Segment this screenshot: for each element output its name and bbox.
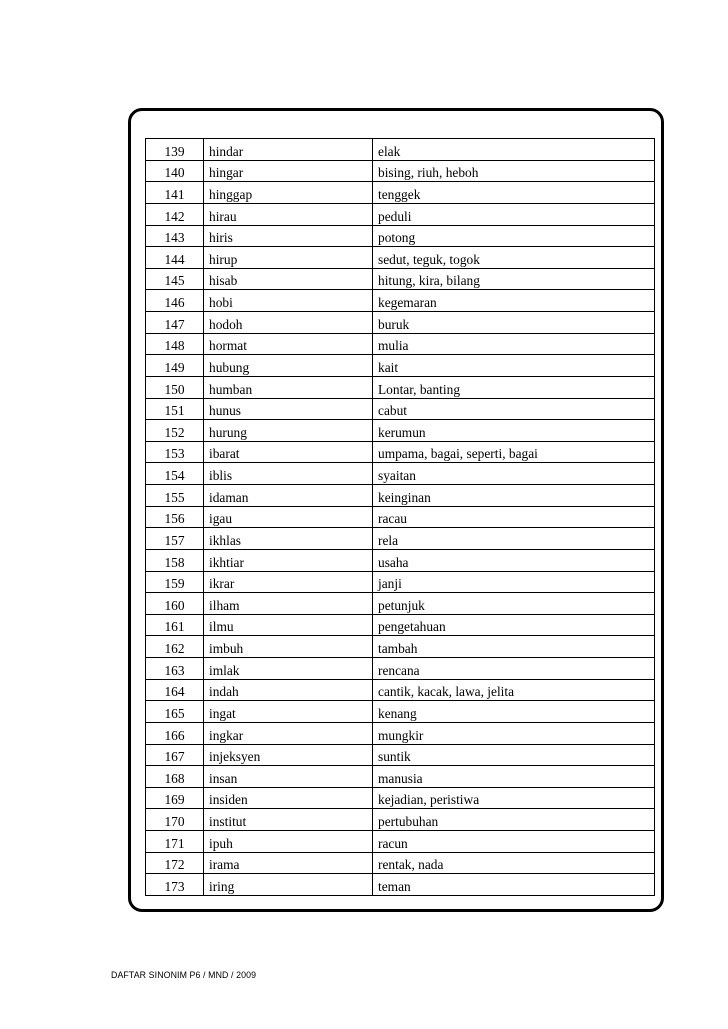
table-row bbox=[146, 333, 655, 355]
entry-synonym: manusia bbox=[373, 766, 655, 788]
entry-synonym: Lontar, banting bbox=[373, 376, 655, 398]
entry-number: 167 bbox=[146, 744, 204, 766]
table-row bbox=[146, 182, 655, 204]
entry-number: 155 bbox=[146, 485, 204, 507]
entry-number: 166 bbox=[146, 722, 204, 744]
entry-number: 148 bbox=[146, 333, 204, 355]
entry-number: 140 bbox=[146, 160, 204, 182]
table-row bbox=[146, 203, 655, 225]
entry-word: hunus bbox=[204, 398, 373, 420]
entry-synonym: tenggek bbox=[373, 182, 655, 204]
table-row bbox=[146, 398, 655, 420]
entry-number: 156 bbox=[146, 506, 204, 528]
entry-word: hodoh bbox=[204, 312, 373, 334]
entry-synonym: rencana bbox=[373, 658, 655, 680]
entry-number: 165 bbox=[146, 701, 204, 723]
entry-word: iblis bbox=[204, 463, 373, 485]
entry-synonym: syaitan bbox=[373, 463, 655, 485]
table-row bbox=[146, 809, 655, 831]
table-row bbox=[146, 290, 655, 312]
entry-number: 141 bbox=[146, 182, 204, 204]
entry-synonym: sedut, teguk, togok bbox=[373, 247, 655, 269]
entry-number: 150 bbox=[146, 376, 204, 398]
entry-synonym: pengetahuan bbox=[373, 614, 655, 636]
entry-word: ikhlas bbox=[204, 528, 373, 550]
table-row bbox=[146, 593, 655, 615]
entry-word: insan bbox=[204, 766, 373, 788]
table-row bbox=[146, 312, 655, 334]
entry-word: hindar bbox=[204, 139, 373, 161]
entry-word: ingkar bbox=[204, 722, 373, 744]
entry-number: 142 bbox=[146, 203, 204, 225]
entry-word: ilmu bbox=[204, 614, 373, 636]
entry-number: 153 bbox=[146, 441, 204, 463]
entry-number: 173 bbox=[146, 874, 204, 896]
entry-synonym: kerumun bbox=[373, 420, 655, 442]
entry-synonym: rela bbox=[373, 528, 655, 550]
entry-word: hingar bbox=[204, 160, 373, 182]
synonym-table bbox=[145, 138, 655, 896]
entry-synonym: racau bbox=[373, 506, 655, 528]
table-row bbox=[146, 658, 655, 680]
table-row bbox=[146, 441, 655, 463]
table-row bbox=[146, 852, 655, 874]
entry-synonym: cabut bbox=[373, 398, 655, 420]
table-row bbox=[146, 139, 655, 161]
entry-synonym: suntik bbox=[373, 744, 655, 766]
entry-number: 168 bbox=[146, 766, 204, 788]
entry-synonym: usaha bbox=[373, 549, 655, 571]
entry-synonym: kegemaran bbox=[373, 290, 655, 312]
entry-synonym: pertubuhan bbox=[373, 809, 655, 831]
entry-word: ikhtiar bbox=[204, 549, 373, 571]
entry-synonym: mungkir bbox=[373, 722, 655, 744]
entry-word: hobi bbox=[204, 290, 373, 312]
entry-synonym: keinginan bbox=[373, 485, 655, 507]
table-row bbox=[146, 355, 655, 377]
entry-number: 163 bbox=[146, 658, 204, 680]
table-row bbox=[146, 463, 655, 485]
page-footer: DAFTAR SINONIM P6 / MND / 2009 bbox=[111, 970, 257, 980]
entry-word: ilham bbox=[204, 593, 373, 615]
entry-number: 146 bbox=[146, 290, 204, 312]
entry-number: 159 bbox=[146, 571, 204, 593]
entry-synonym: elak bbox=[373, 139, 655, 161]
entry-synonym: umpama, bagai, seperti, bagai bbox=[373, 441, 655, 463]
entry-word: ikrar bbox=[204, 571, 373, 593]
entry-word: ibarat bbox=[204, 441, 373, 463]
table-row bbox=[146, 247, 655, 269]
table-row bbox=[146, 766, 655, 788]
entry-synonym: rentak, nada bbox=[373, 852, 655, 874]
entry-number: 157 bbox=[146, 528, 204, 550]
synonym-table-body bbox=[146, 139, 655, 896]
entry-synonym: kejadian, peristiwa bbox=[373, 787, 655, 809]
entry-synonym: mulia bbox=[373, 333, 655, 355]
entry-word: hormat bbox=[204, 333, 373, 355]
entry-word: ingat bbox=[204, 701, 373, 723]
entry-number: 161 bbox=[146, 614, 204, 636]
entry-word: irama bbox=[204, 852, 373, 874]
entry-word: hiris bbox=[204, 225, 373, 247]
entry-synonym: racun bbox=[373, 831, 655, 853]
entry-synonym: buruk bbox=[373, 312, 655, 334]
entry-synonym: kait bbox=[373, 355, 655, 377]
entry-number: 152 bbox=[146, 420, 204, 442]
entry-word: imbuh bbox=[204, 636, 373, 658]
entry-synonym: janji bbox=[373, 571, 655, 593]
entry-number: 149 bbox=[146, 355, 204, 377]
entry-number: 169 bbox=[146, 787, 204, 809]
table-row bbox=[146, 831, 655, 853]
entry-word: idaman bbox=[204, 485, 373, 507]
entry-word: iring bbox=[204, 874, 373, 896]
table-row bbox=[146, 376, 655, 398]
entry-word: hirup bbox=[204, 247, 373, 269]
entry-synonym: petunjuk bbox=[373, 593, 655, 615]
table-row bbox=[146, 268, 655, 290]
table-row bbox=[146, 679, 655, 701]
table-row bbox=[146, 722, 655, 744]
entry-word: insiden bbox=[204, 787, 373, 809]
table-row bbox=[146, 485, 655, 507]
entry-word: ipuh bbox=[204, 831, 373, 853]
table-row bbox=[146, 506, 655, 528]
entry-number: 145 bbox=[146, 268, 204, 290]
entry-synonym: hitung, kira, bilang bbox=[373, 268, 655, 290]
entry-number: 143 bbox=[146, 225, 204, 247]
table-row bbox=[146, 528, 655, 550]
entry-word: hurung bbox=[204, 420, 373, 442]
table-row bbox=[146, 420, 655, 442]
table-row bbox=[146, 160, 655, 182]
table-row bbox=[146, 701, 655, 723]
entry-number: 172 bbox=[146, 852, 204, 874]
entry-number: 151 bbox=[146, 398, 204, 420]
table-row bbox=[146, 636, 655, 658]
entry-number: 139 bbox=[146, 139, 204, 161]
table-row bbox=[146, 571, 655, 593]
table-row bbox=[146, 549, 655, 571]
entry-word: hubung bbox=[204, 355, 373, 377]
entry-number: 160 bbox=[146, 593, 204, 615]
entry-number: 144 bbox=[146, 247, 204, 269]
table-row bbox=[146, 614, 655, 636]
table-row bbox=[146, 225, 655, 247]
entry-synonym: tambah bbox=[373, 636, 655, 658]
entry-number: 170 bbox=[146, 809, 204, 831]
entry-synonym: peduli bbox=[373, 203, 655, 225]
entry-synonym: bising, riuh, heboh bbox=[373, 160, 655, 182]
entry-number: 147 bbox=[146, 312, 204, 334]
entry-word: igau bbox=[204, 506, 373, 528]
entry-number: 158 bbox=[146, 549, 204, 571]
table-row bbox=[146, 874, 655, 896]
entry-word: hisab bbox=[204, 268, 373, 290]
entry-synonym: teman bbox=[373, 874, 655, 896]
entry-number: 162 bbox=[146, 636, 204, 658]
entry-number: 171 bbox=[146, 831, 204, 853]
entry-number: 154 bbox=[146, 463, 204, 485]
entry-word: hinggap bbox=[204, 182, 373, 204]
entry-word: injeksyen bbox=[204, 744, 373, 766]
table-row bbox=[146, 744, 655, 766]
entry-number: 164 bbox=[146, 679, 204, 701]
entry-word: hirau bbox=[204, 203, 373, 225]
entry-synonym: cantik, kacak, lawa, jelita bbox=[373, 679, 655, 701]
entry-synonym: potong bbox=[373, 225, 655, 247]
entry-word: indah bbox=[204, 679, 373, 701]
entry-word: humban bbox=[204, 376, 373, 398]
entry-word: institut bbox=[204, 809, 373, 831]
table-row bbox=[146, 787, 655, 809]
entry-synonym: kenang bbox=[373, 701, 655, 723]
entry-word: imlak bbox=[204, 658, 373, 680]
